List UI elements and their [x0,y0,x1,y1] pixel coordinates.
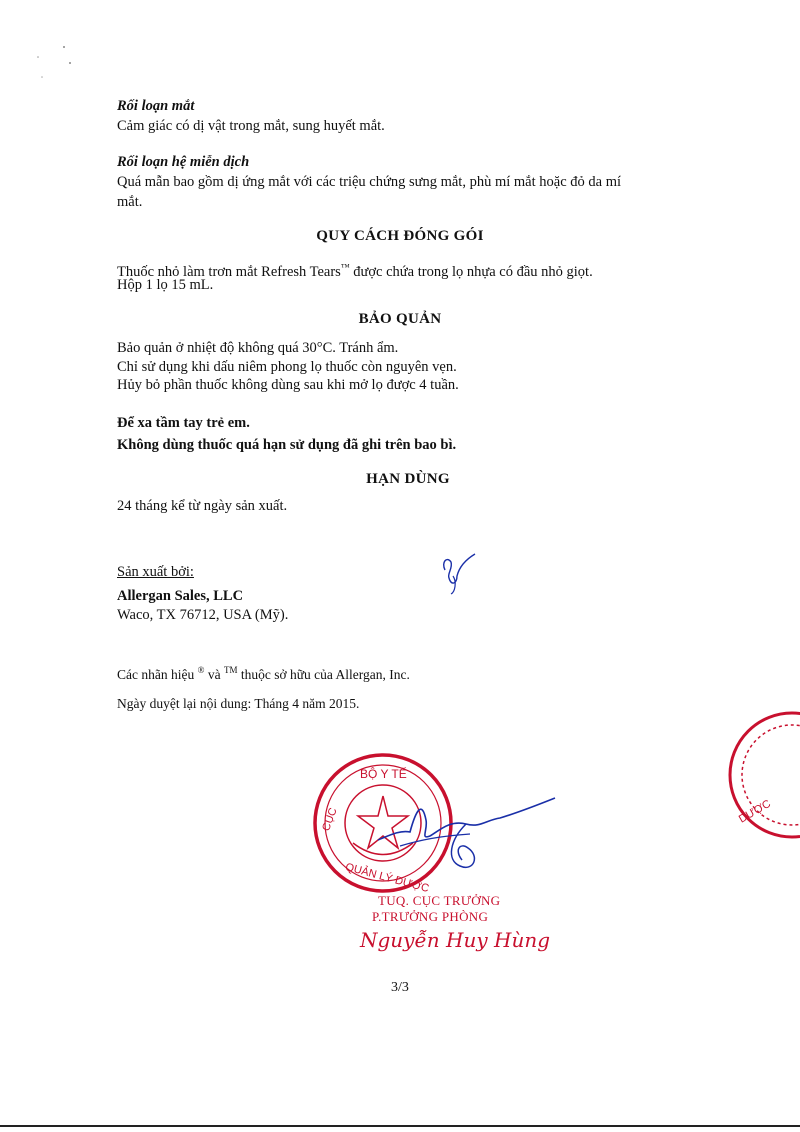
immune-disorders-text-1: Quá mẫn bao gồm dị ứng mắt với các triệu chứng sưng mắt, phù mí mắt hoặc đỏ da mí [117,174,621,190]
storage-line-3: Hủy bỏ phần thuốc không dùng sau khi mở lọ được 4 tuần. [117,377,459,393]
manufacturer-name: Allergan Sales, LLC [117,588,244,604]
packaging-line-1: Thuốc nhỏ làm trơn mắt Refresh Tears™ được chứa trong lọ nhựa có đầu nhỏ giọt. [117,262,593,280]
page-number: 3/3 [391,980,409,995]
warning-expiry: Không dùng thuốc quá hạn sử dụng đã ghi trên bao bì. [117,437,457,453]
manufacturer-address: Waco, TX 76712, USA (Mỹ). [117,607,289,623]
immune-disorders-heading: Rối loạn hệ miễn dịch [117,154,250,170]
svg-text:CỤC: CỤC [320,806,340,833]
trademark-note: Các nhãn hiệu ® và ™ thuộc sở hữu của Allergan, Inc. [117,665,410,682]
approval-title-2: P.TRƯỞNG PHÒNG [372,909,489,924]
svg-text:QUẢN LÝ DƯỢC: QUẢN LÝ DƯỢC [344,861,431,896]
packaging-line-2: Hộp 1 lọ 15 mL. [117,277,214,293]
eye-disorders-text: Cảm giác có dị vật trong mắt, sung huyết mắt. [117,118,385,134]
review-date: Ngày duyệt lại nội dung: Tháng 4 năm 2015. [117,696,360,711]
immune-disorders-text-2: mắt. [117,194,143,210]
initials-signature [435,548,485,598]
warning-children: Để xa tầm tay trẻ em. [117,415,250,431]
bottom-rule [0,1125,800,1127]
manufacturer-label: Sản xuất bởi: [117,564,194,580]
approver-name: Nguyễn Huy Hùng [360,928,551,952]
approval-title-1: TUQ. CỤC TRƯỞNG [378,893,501,908]
shelf-life-heading: HẠN DÙNG [366,471,450,487]
storage-heading: BẢO QUẢN [358,311,442,327]
shelf-life-text: 24 tháng kể từ ngày sản xuất. [117,498,288,514]
storage-line-1: Bảo quản ở nhiệt độ không quá 30°C. Tránh ẩm. [117,340,399,356]
svg-text:DƯỢC: DƯỢC [736,797,773,826]
official-signature [370,790,560,890]
svg-text:BỘ Y TẾ: BỘ Y TẾ [360,767,407,781]
partial-stamp [720,700,800,850]
eye-disorders-heading: Rối loạn mắt [117,98,195,114]
scan-specks [30,35,80,85]
storage-line-2: Chỉ sử dụng khi dấu niêm phong lọ thuốc còn nguyên vẹn. [117,359,457,375]
packaging-heading: QUY CÁCH ĐÓNG GÓI [316,228,484,244]
